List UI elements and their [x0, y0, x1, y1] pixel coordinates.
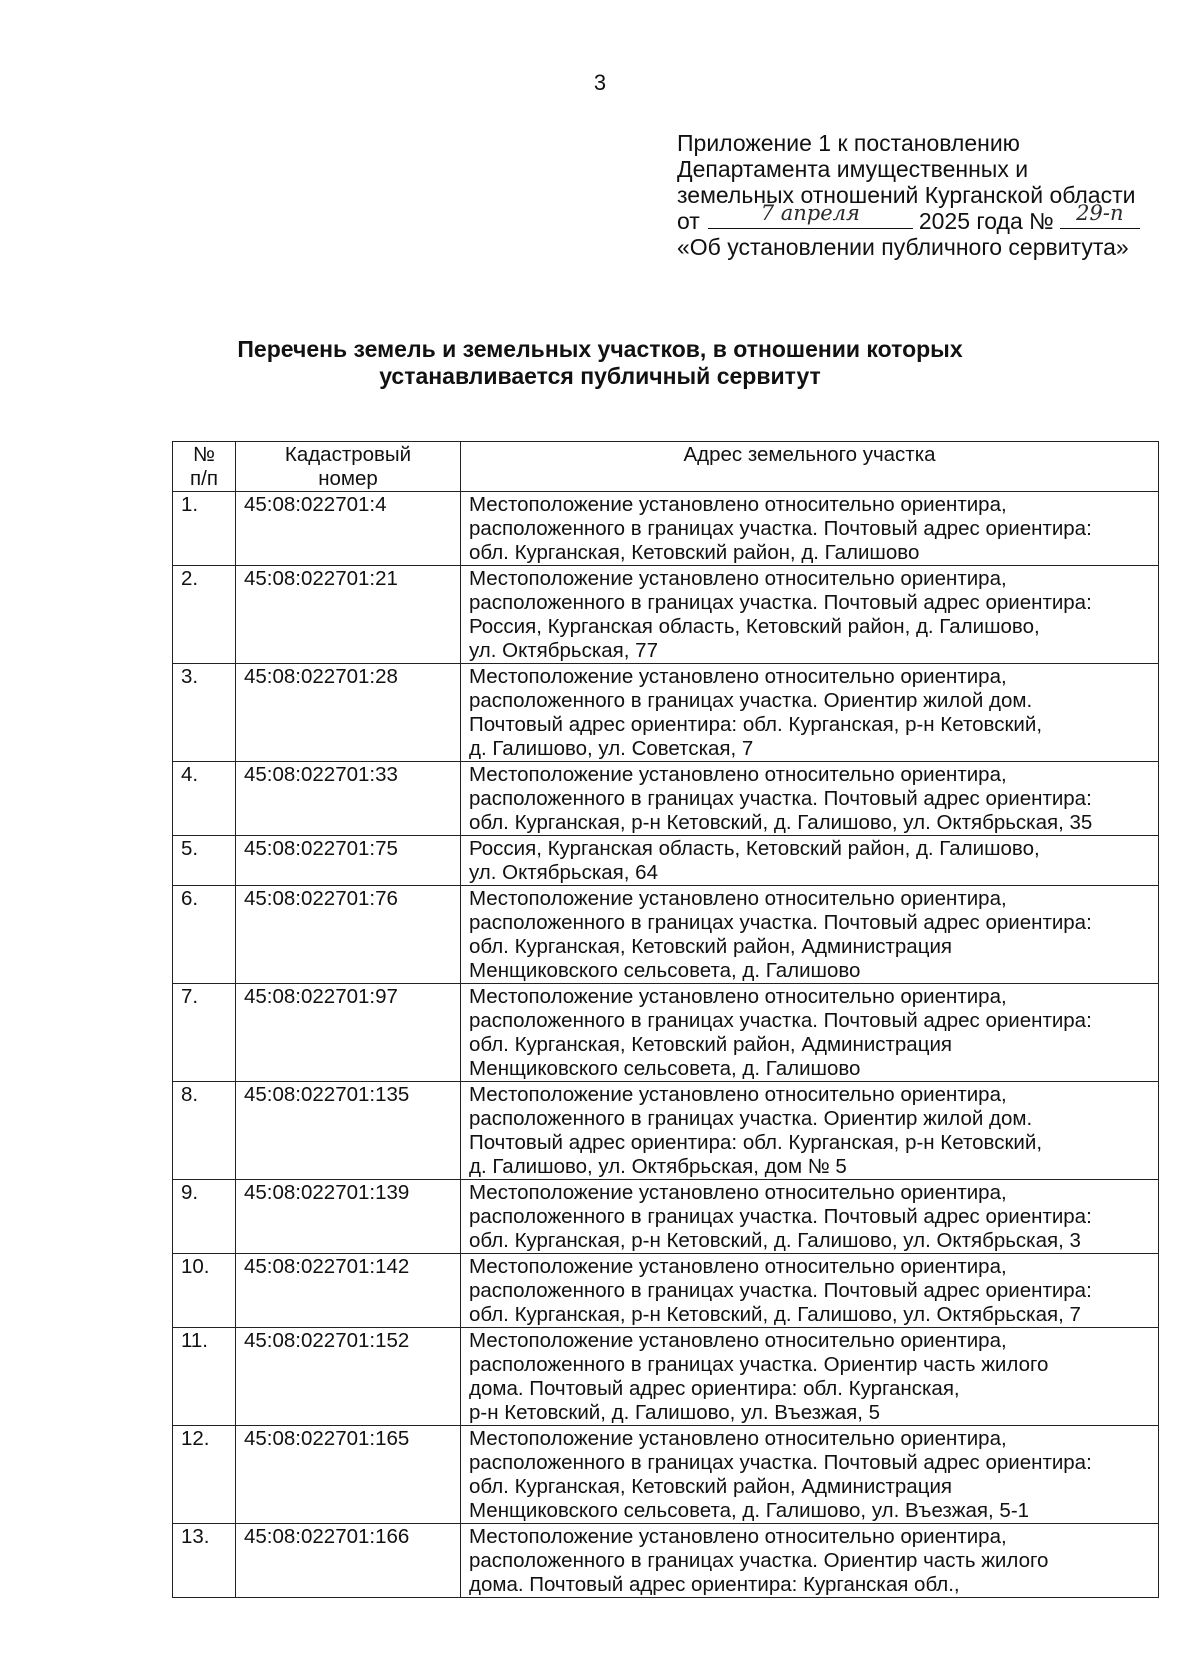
handwritten-date: 7 апреля — [760, 201, 860, 225]
table-row — [173, 984, 1159, 1082]
table-row — [173, 1426, 1159, 1524]
row-number: 8. — [173, 1082, 236, 1180]
parcel-address — [461, 1180, 1159, 1254]
address-line: Местоположение установлено относительно ориентира, — [469, 1083, 1007, 1106]
header-cadastral-line-1: Кадастровый — [284, 443, 412, 466]
row-number: 3. — [173, 664, 236, 762]
address-line: расположенного в границах участка. Почтовый адрес ориентира: — [469, 1279, 1092, 1302]
address-line: Почтовый адрес ориентира: обл. Курганская, р-н Кетовский, — [469, 1131, 1043, 1154]
table-row — [173, 1254, 1159, 1328]
address-line: расположенного в границах участка. Почтовый адрес ориентира: — [469, 911, 1092, 934]
row-number: 2. — [173, 566, 236, 664]
address-line: Местоположение установлено относительно ориентира, — [469, 1525, 1007, 1548]
header-cadastral-line-2: номер — [318, 467, 378, 490]
cadastral-number: 45:08:022701:165 — [236, 1426, 461, 1524]
parcel-address — [461, 1426, 1159, 1524]
table-row — [173, 836, 1159, 886]
annex-line-3: земельных отношений Курганской области — [677, 182, 1136, 208]
header-number-line-2: п/п — [190, 467, 218, 490]
address-line: ул. Октябрьская, 64 — [469, 861, 658, 884]
cadastral-number: 45:08:022701:135 — [236, 1082, 461, 1180]
header-number — [173, 442, 236, 492]
address-line: д. Галишово, ул. Советская, 7 — [469, 737, 754, 760]
table-row — [173, 1082, 1159, 1180]
row-number: 4. — [173, 762, 236, 836]
address-line: Почтовый адрес ориентира: обл. Курганская, р-н Кетовский, — [469, 713, 1043, 736]
row-number: 13. — [173, 1524, 236, 1598]
address-line: расположенного в границах участка. Почтовый адрес ориентира: — [469, 1205, 1092, 1228]
address-line: расположенного в границах участка. Почтовый адрес ориентира: — [469, 591, 1092, 614]
annex-line-1: Приложение 1 к постановлению — [677, 130, 1020, 156]
cadastral-number: 45:08:022701:152 — [236, 1328, 461, 1426]
cadastral-number: 45:08:022701:21 — [236, 566, 461, 664]
document-title — [0, 336, 1200, 390]
handwritten-number: 29-п — [1076, 201, 1124, 225]
parcel-address — [461, 762, 1159, 836]
page-number: 3 — [593, 70, 607, 95]
row-number: 6. — [173, 886, 236, 984]
address-line: Местоположение установлено относительно ориентира, — [469, 567, 1007, 590]
address-line: Менщиковского сельсовета, д. Галишово — [469, 959, 861, 982]
annex-line-2: Департамента имущественных и — [677, 156, 1029, 182]
address-line: расположенного в границах участка. Почтовый адрес ориентира: — [469, 1451, 1092, 1474]
cadastral-number: 45:08:022701:75 — [236, 836, 461, 886]
address-line: расположенного в границах участка. Почтовый адрес ориентира: — [469, 787, 1092, 810]
row-number: 10. — [173, 1254, 236, 1328]
parcel-address — [461, 984, 1159, 1082]
cadastral-number: 45:08:022701:97 — [236, 984, 461, 1082]
header-address: Адрес земельного участка — [461, 442, 1159, 492]
annex-date-line — [677, 201, 1177, 234]
address-line: Местоположение установлено относительно ориентира, — [469, 763, 1007, 786]
row-number: 1. — [173, 492, 236, 566]
row-number: 9. — [173, 1180, 236, 1254]
annex-header — [677, 130, 1177, 260]
address-line: расположенного в границах участка. Почтовый адрес ориентира: — [469, 1009, 1092, 1032]
address-line: р-н Кетовский, д. Галишово, ул. Въезжая, 5 — [469, 1401, 881, 1424]
title-line-1: Перечень земель и земельных участков, в отношении которых — [237, 336, 963, 362]
table-row — [173, 492, 1159, 566]
address-line: Местоположение установлено относительно ориентира, — [469, 1329, 1007, 1352]
address-line: расположенного в границах участка. Ориентир жилой дом. — [469, 689, 1033, 712]
address-line: дома. Почтовый адрес ориентира: Курганская обл., — [469, 1573, 960, 1596]
parcel-address — [461, 664, 1159, 762]
date-field — [708, 201, 913, 229]
cadastral-number: 45:08:022701:142 — [236, 1254, 461, 1328]
address-line: Россия, Курганская область, Кетовский район, д. Галишово, — [469, 837, 1040, 860]
year-text: 2025 года № — [918, 208, 1054, 234]
address-line: ул. Октябрьская, 77 — [469, 639, 658, 662]
header-cadastral — [236, 442, 461, 492]
cadastral-number: 45:08:022701:28 — [236, 664, 461, 762]
address-line: расположенного в границах участка. Ориентир часть жилого — [469, 1549, 1049, 1572]
cadastral-number: 45:08:022701:76 — [236, 886, 461, 984]
table-row — [173, 664, 1159, 762]
table-row — [173, 1328, 1159, 1426]
address-line: обл. Курганская, р-н Кетовский, д. Галишово, ул. Октябрьская, 7 — [469, 1303, 1081, 1326]
title-line-2: устанавливается публичный сервитут — [379, 363, 821, 389]
cadastral-number: 45:08:022701:166 — [236, 1524, 461, 1598]
parcel-address — [461, 1524, 1159, 1598]
address-line: Местоположение установлено относительно ориентира, — [469, 1181, 1007, 1204]
address-line: расположенного в границах участка. Ориентир часть жилого — [469, 1353, 1049, 1376]
address-line: Менщиковского сельсовета, д. Галишово, ул. Въезжая, 5-1 — [469, 1499, 1030, 1522]
address-line: Местоположение установлено относительно ориентира, — [469, 493, 1007, 516]
date-prefix: от — [677, 208, 700, 234]
address-line: Местоположение установлено относительно ориентира, — [469, 985, 1007, 1008]
annex-subject: «Об установлении публичного сервитута» — [677, 234, 1129, 260]
parcel-address — [461, 566, 1159, 664]
row-number: 11. — [173, 1328, 236, 1426]
table-row — [173, 566, 1159, 664]
parcels-table — [172, 441, 1159, 1598]
parcel-address — [461, 1254, 1159, 1328]
address-line: дома. Почтовый адрес ориентира: обл. Курганская, — [469, 1377, 960, 1400]
address-line: Местоположение установлено относительно ориентира, — [469, 887, 1007, 910]
address-line: д. Галишово, ул. Октябрьская, дом № 5 — [469, 1155, 847, 1178]
row-number: 12. — [173, 1426, 236, 1524]
cadastral-number: 45:08:022701:4 — [236, 492, 461, 566]
parcel-address — [461, 1328, 1159, 1426]
address-line: Россия, Курганская область, Кетовский район, д. Галишово, — [469, 615, 1040, 638]
address-line: Местоположение установлено относительно ориентира, — [469, 1255, 1007, 1278]
row-number: 7. — [173, 984, 236, 1082]
address-line: обл. Курганская, Кетовский район, Администрация — [469, 1475, 953, 1498]
parcel-address — [461, 492, 1159, 566]
table-row — [173, 886, 1159, 984]
cadastral-number: 45:08:022701:139 — [236, 1180, 461, 1254]
cadastral-number: 45:08:022701:33 — [236, 762, 461, 836]
table-row — [173, 1524, 1159, 1598]
address-line: Местоположение установлено относительно ориентира, — [469, 1427, 1007, 1450]
table-row — [173, 762, 1159, 836]
address-line: обл. Курганская, р-н Кетовский, д. Галишово, ул. Октябрьская, 35 — [469, 811, 1093, 834]
address-line: обл. Курганская, Кетовский район, д. Галишово — [469, 541, 920, 564]
table-header-row — [173, 442, 1159, 492]
address-line: Местоположение установлено относительно ориентира, — [469, 665, 1007, 688]
address-line: Менщиковского сельсовета, д. Галишово — [469, 1057, 861, 1080]
table-body — [173, 492, 1159, 1598]
parcel-address — [461, 836, 1159, 886]
number-field — [1060, 201, 1140, 229]
address-line: обл. Курганская, р-н Кетовский, д. Галишово, ул. Октябрьская, 3 — [469, 1229, 1081, 1252]
parcel-address — [461, 1082, 1159, 1180]
address-line: расположенного в границах участка. Почтовый адрес ориентира: — [469, 517, 1092, 540]
header-number-line-1: № — [193, 443, 215, 466]
table-row — [173, 1180, 1159, 1254]
address-line: расположенного в границах участка. Ориентир жилой дом. — [469, 1107, 1033, 1130]
parcel-address — [461, 886, 1159, 984]
row-number: 5. — [173, 836, 236, 886]
address-line: обл. Курганская, Кетовский район, Администрация — [469, 1033, 953, 1056]
address-line: обл. Курганская, Кетовский район, Администрация — [469, 935, 953, 958]
